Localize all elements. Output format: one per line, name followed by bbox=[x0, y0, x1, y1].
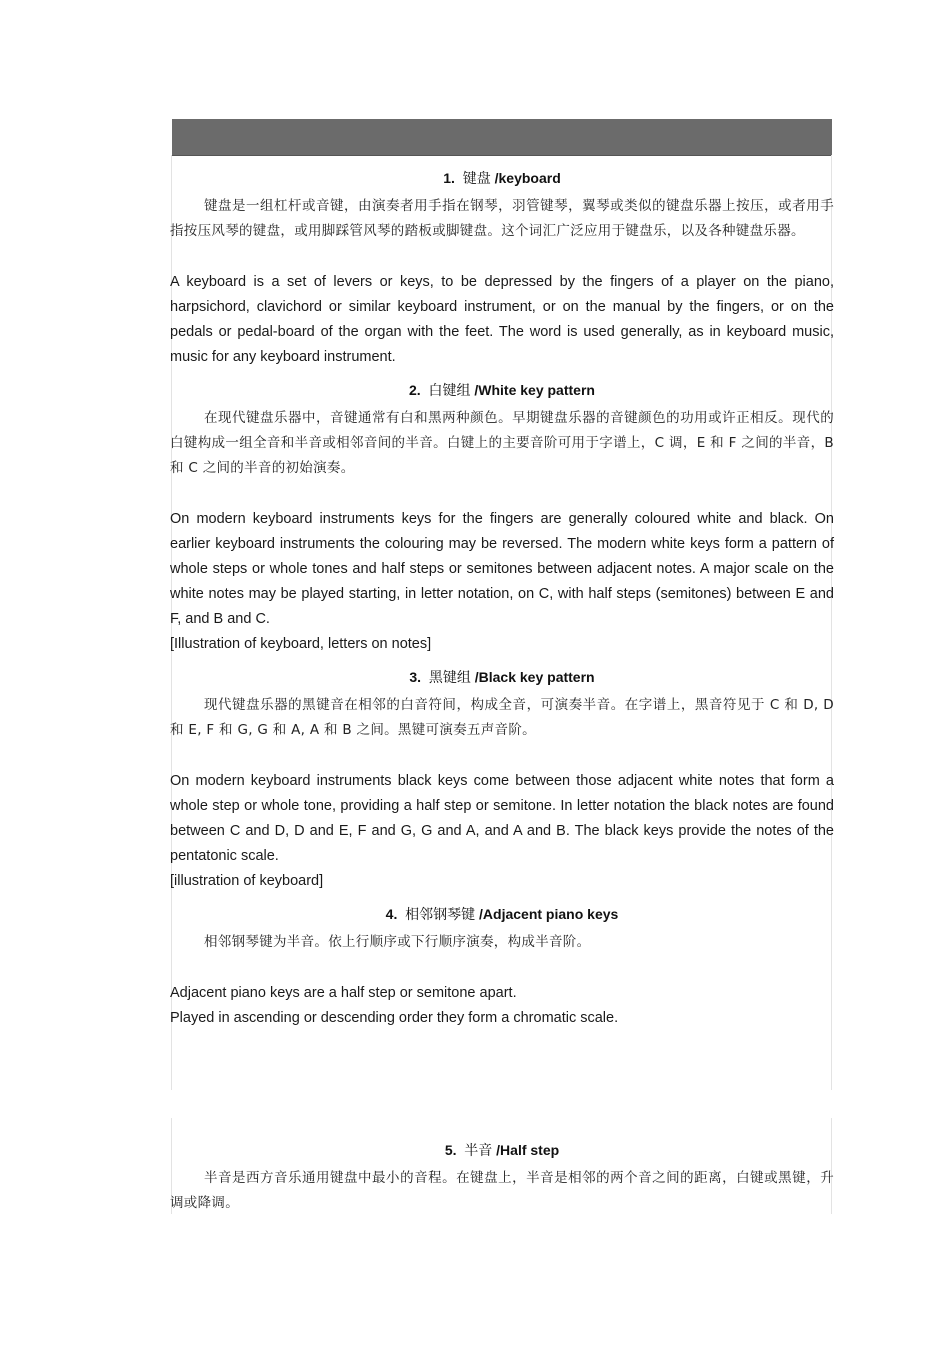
section-4-title: 4. 相邻钢琴键 /Adjacent piano keys bbox=[385, 906, 619, 922]
section-2-chinese-text: 在现代键盘乐器中，音键通常有白和黑两种颜色。早期键盘乐器的音键颜色的功用或许正相反。现代的白键构成一组全音和半音或相邻音间的半音。白键上的主要音阶可用于字谱上，C 调，E 和 F 之间的半音，B 和 C 之间的半音的初始演奏。 bbox=[170, 410, 834, 476]
section-1-chinese-text: 键盘是一组杠杆或音键，由演奏者用手指在钢琴，羽管键琴，翼琴或类似的键盘乐器上按压，或者用手指按压风琴的键盘，或用脚踩管风琴的踏板或脚键盘。这个词汇广泛应用于键盘乐，以及各种键盘乐器。 bbox=[170, 198, 834, 239]
header-bar bbox=[172, 119, 832, 156]
section-3-title: 3. 黑键组 /Black key pattern bbox=[409, 669, 595, 685]
section-2-english-text: On modern keyboard instruments keys for the fingers are generally coloured white and black. On earlier keyboard instruments the colouring may be reversed. The modern white keys form a pattern of whole steps or whole tones and half steps or semitones between adjacent notes. A major scale on the white notes may be played starting, in letter notation, on C, with half steps (semitones) between E and F, and B and C. bbox=[170, 511, 834, 627]
section-4-english-line-1: Adjacent piano keys are a half step or semitone apart. bbox=[170, 985, 517, 1001]
section-3-chinese-text: 现代键盘乐器的黑键音在相邻的白音符间，构成全音，可演奏半音。在字谱上，黑音符见于 C 和 D, D 和 E, F 和 G, G 和 A, A 和 B 之间。黑键可演奏五声音阶。 bbox=[170, 697, 834, 738]
section-5-title: 5. 半音 /Half step bbox=[444, 1142, 560, 1158]
content-column bbox=[170, 158, 834, 1031]
section-2-illustration-note: [Illustration of keyboard, letters on notes] bbox=[170, 636, 432, 652]
section-3-english-text: On modern keyboard instruments black keys come between those adjacent white notes that form a whole step or whole tone, providing a half step or semitone. In letter notation the black notes are found between C and D, D and E, F and G, G and A, and A and B. The black keys provide the notes of the pentatonic scale. bbox=[170, 773, 834, 864]
section-1-english-text: A keyboard is a set of levers or keys, to be depressed by the fingers of a player on the piano, harpsichord, clavichord or similar keyboard instrument, or on the manual by the fingers, or on the pedals or pedal-board of the organ with the feet. The word is used generally, as in keyboard music, music for any keyboard instrument. bbox=[170, 274, 834, 365]
section-5-chinese-text: 半音是西方音乐通用键盘中最小的音程。在键盘上，半音是相邻的两个音之间的距离，白键或黑键，升调或降调。 bbox=[170, 1170, 834, 1211]
section-4-english-line-2: Played in ascending or descending order they form a chromatic scale. bbox=[170, 1010, 619, 1026]
section-4-chinese-text: 相邻钢琴键为半音。依上行顺序或下行顺序演奏，构成半音阶。 bbox=[204, 934, 591, 950]
section-2-title: 2. 白键组 /White key pattern bbox=[409, 382, 595, 398]
section-1-title: 1. 键盘 /keyboard bbox=[443, 170, 561, 186]
section-3-illustration-note: [illustration of keyboard] bbox=[170, 873, 324, 889]
section-5-block bbox=[170, 1130, 834, 1216]
